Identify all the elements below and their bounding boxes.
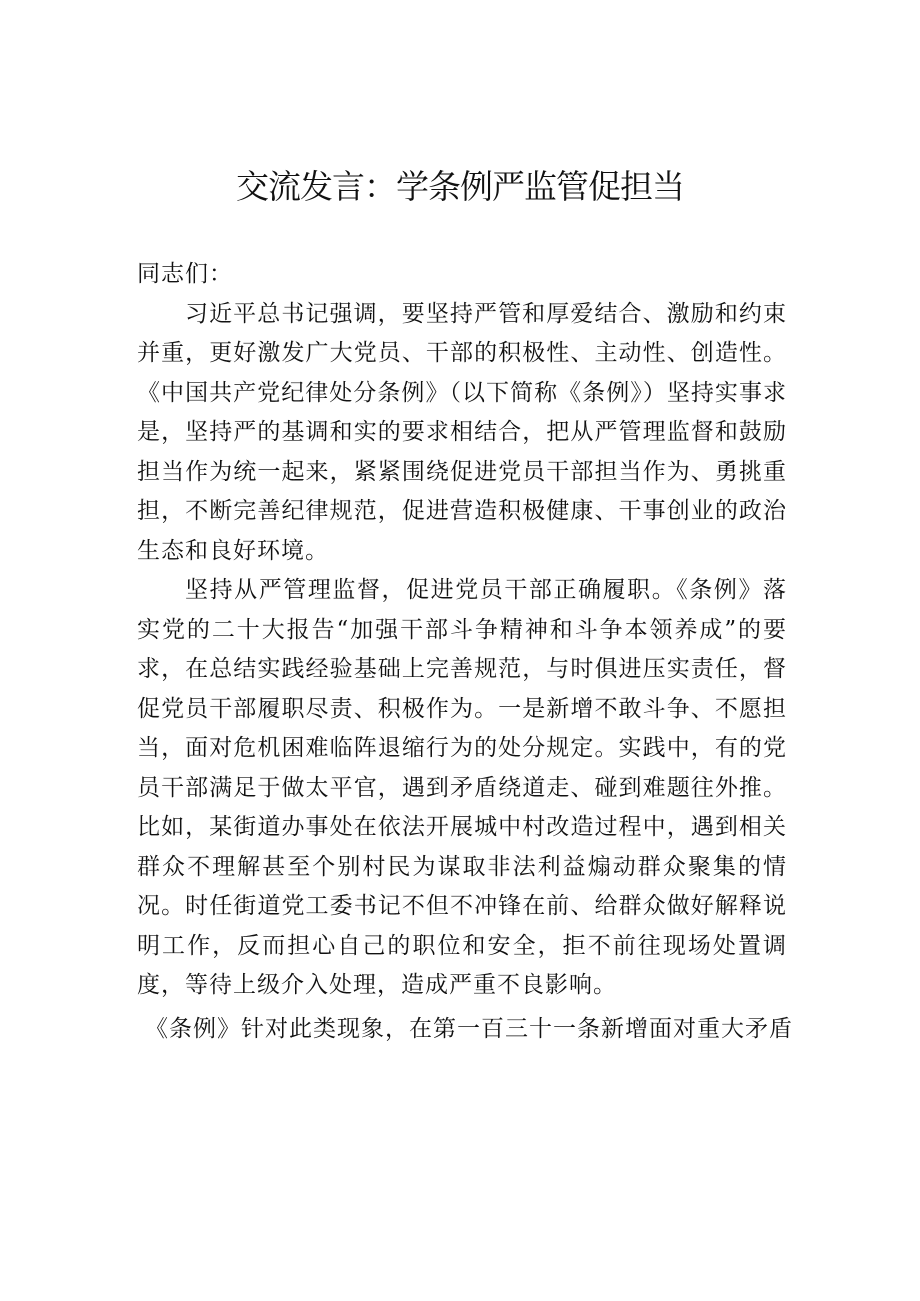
document-title: 交流发言：学条例严监管促担当 bbox=[236, 167, 684, 206]
salutation: 同志们： bbox=[137, 261, 233, 287]
paragraph-1: 习近平总书记强调，要坚持严管和厚爱结合、激励和约束并重，更好激发广大党员、干部的积极性、主动性、创造性。《中国共产党纪律处分条例》（以下简称《条例》）坚持实事求是，坚持严的基调和实的要求相结合，把从严管理监督和鼓励担当作为统一起来，紧紧围绕促进党员干部担当作为、勇挑重担，不断完善纪律规范，促进营造积极健康、干事创业的政治生态和良好环境。 bbox=[137, 300, 787, 564]
paragraph-3: 《条例》针对此类现象，在第一百三十一条新增面对重大矛盾 bbox=[145, 1015, 793, 1042]
paragraph-2: 坚持从严管理监督，促进党员干部正确履职。《条例》落实党的二十大报告“加强干部斗争精神和斗争本领养成”的要求，在总结实践经验基础上完善规范，与时俱进压实责任，督促党员干部履职尽责、积极作为。一是新增不敢斗争、不愿担当，面对危机困难临阵退缩行为的处分规定。实践中，有的党员干部满足于做太平官，遇到矛盾绕道走、碰到难题往外推。比如，某街道办事处在依法开展城中村改造过程中，遇到相关群众不理解甚至个别村民为谋取非法利益煽动群众聚集的情况。时任街道党工委书记不但不冲锋在前、给群众做好解释说明工作，反而担心自己的职位和安全，拒不前往现场处置调度，等待上级介入处理，造成严重不良影响。 bbox=[137, 577, 787, 998]
document-body bbox=[137, 255, 793, 1045]
